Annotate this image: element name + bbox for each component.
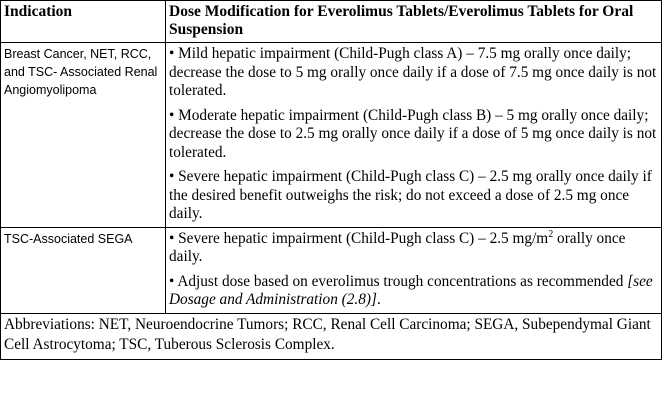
table-row [1, 227, 662, 313]
indication-cell: Breast Cancer, NET, RCC, and TSC- Associated Renal Angiomyolipoma [1, 43, 166, 228]
indication-cell: TSC-Associated SEGA [1, 227, 166, 313]
dose-text: • Adjust dose based on everolimus trough concentrations as recommended [169, 272, 628, 290]
dose-text: • Severe hepatic impairment (Child-Pugh class C) – 2.5 mg/m [169, 229, 549, 247]
dose-text: orally once daily. [169, 229, 626, 265]
dose-item: • Severe hepatic impairment (Child-Pugh class C) – 2.5 mg orally once daily if the desired benefit outweighs the risk; do not exceed a dose of 2.5 mg once daily. [169, 168, 652, 222]
header-dose-modification: Dose Modification for Everolimus Tablets/Everolimus Tablets for Oral Suspension [166, 1, 662, 43]
table-row [1, 43, 662, 228]
dose-item [169, 230, 658, 267]
abbreviations-row [1, 313, 662, 359]
dose-item: • Moderate hepatic impairment (Child-Pugh class B) – 5 mg orally once daily; decrease the dose to 2.5 mg orally once daily if a dose of 5 mg once daily is not tolerated. [169, 106, 657, 161]
dose-cell [166, 43, 662, 228]
dose-cell [166, 227, 662, 313]
header-indication: Indication [1, 1, 166, 43]
dose-item [169, 273, 658, 310]
dose-item: • Mild hepatic impairment (Child-Pugh class A) – 7.5 mg orally once daily; decrease the dose to 5 mg orally once daily if a dose of 7.5 mg once daily is not tolerated. [169, 45, 657, 99]
abbreviations-footnote: Abbreviations: NET, Neuroendocrine Tumors; RCC, Renal Cell Carcinoma; SEGA, Subependymal Giant Cell Astrocytoma; TSC, Tuberous Sclerosis Complex. [1, 313, 662, 359]
table-header-row [1, 1, 662, 43]
dose-text: . [376, 291, 381, 308]
cross-reference: [see Dosage and Administration (2.8)] [169, 272, 653, 308]
superscript: 2 [548, 228, 554, 240]
